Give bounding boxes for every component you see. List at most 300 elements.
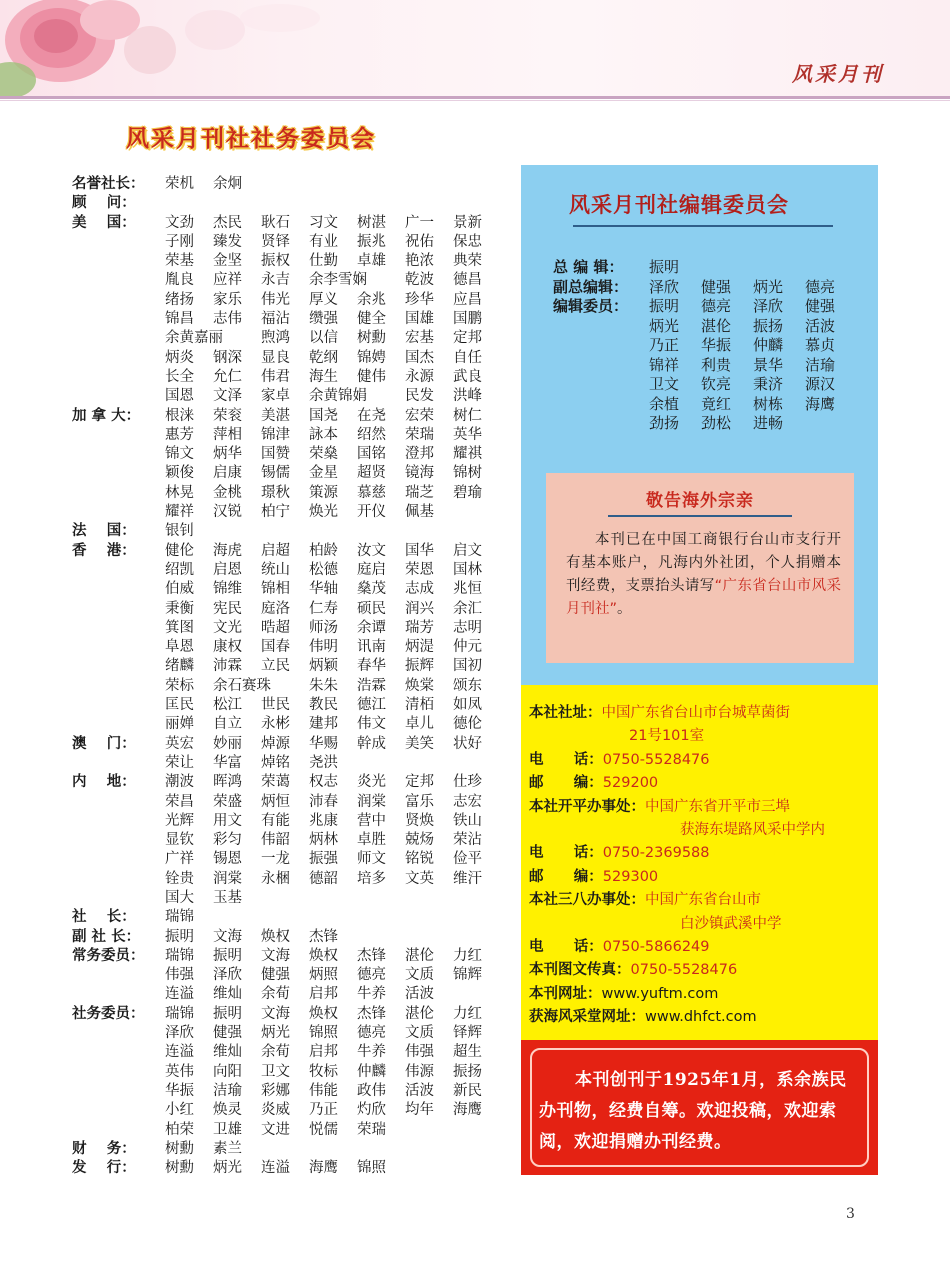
council-row (72, 194, 512, 213)
council-member-name: 启邦 (309, 1044, 338, 1061)
council-member-name: 庭启 (357, 561, 386, 578)
council-member-name: 柏宁 (261, 504, 290, 521)
council-member-name: 耿石 (261, 214, 290, 231)
website-link[interactable]: www.yuftm.com (601, 985, 719, 1002)
editorial-row-label: 副总编辑： (553, 277, 629, 296)
editorial-row-names (649, 258, 859, 278)
sanba-line-1: 中国广东省台山市 (645, 892, 761, 909)
council-member-name: 英华 (453, 426, 482, 443)
council-member-name: 国赞 (261, 446, 290, 463)
editorial-member-name: 余植 (649, 394, 680, 413)
council-member-name: 洁瑜 (213, 1082, 242, 1099)
council-member-name: 炳光 (213, 1160, 242, 1177)
notice-end: 。 (617, 601, 632, 617)
council-member-name: 超贤 (357, 465, 386, 482)
council-member-name: 文海 (213, 928, 242, 945)
council-member-name: 力红 (453, 947, 482, 964)
council-member-name: 炳照 (309, 967, 338, 984)
council-member-name: 树勳 (165, 1160, 194, 1177)
council-member-name: 国初 (453, 658, 482, 675)
council-member-name: 泽欣 (213, 967, 242, 984)
notice-title-underline (608, 515, 792, 517)
council-member-name: 英伟 (165, 1063, 194, 1080)
council-row-names (165, 735, 512, 774)
council-row-label: 内 地： (72, 774, 136, 791)
editorial-title: 风采月刊社编辑委员会 (569, 192, 789, 217)
council-member-name: 臻发 (213, 233, 242, 250)
council-member-name: 湛伦 (405, 947, 434, 964)
council-member-name: 伟韶 (261, 832, 290, 849)
editorial-member-name: 华振 (701, 336, 732, 354)
council-member-name: 健伦 (165, 542, 194, 559)
council-member-name: 绪扬 (165, 291, 194, 308)
masthead: 风采月刊 (792, 62, 884, 86)
council-member-name: 松江 (213, 697, 242, 714)
council-row-label: 常务委员： (72, 947, 145, 964)
council-member-name: 维汗 (453, 870, 482, 887)
editorial-row-names (649, 297, 859, 434)
council-member-name: 仕勤 (309, 253, 338, 270)
editorial-member-name: 振明 (649, 258, 680, 276)
council-member-name: 朱朱 (309, 677, 338, 694)
council-member-name: 炳颖 (309, 658, 338, 675)
council-member-name: 华赐 (309, 735, 338, 752)
council-row-label: 社务委员： (72, 1005, 145, 1022)
council-member-name: 均年 (405, 1102, 434, 1119)
council-member-name: 民发 (405, 388, 434, 405)
address-line-1: 中国广东省台山市台城草菌街 (601, 705, 790, 721)
council-member-name: 燊茂 (357, 581, 386, 598)
council-row-names (165, 214, 512, 407)
council-member-name: 连溢 (165, 1044, 194, 1061)
council-member-name: 卓胜 (357, 832, 386, 849)
council-row-label: 发 行： (72, 1160, 136, 1177)
council-member-name: 荣沾 (453, 832, 482, 849)
council-member-name: 兆恒 (453, 581, 482, 598)
editorial-member-name: 健强 (805, 297, 836, 315)
council-member-name: 厚义 (309, 291, 338, 308)
council-member-name: 卫文 (261, 1063, 290, 1080)
council-title: 风采月刊社社务委员会 (126, 125, 376, 152)
council-member-name: 箕图 (165, 619, 194, 636)
kaiping-line-1: 中国广东省开平市三埠 (645, 798, 790, 815)
council-member-name: 习文 (309, 214, 338, 231)
council-member-name: 荣机 (165, 176, 194, 192)
council-member-name: 彩匀 (213, 832, 242, 849)
council-member-name: 开仪 (357, 504, 386, 521)
council-member-name: 珍华 (405, 291, 434, 308)
council-member-name: 志明 (453, 619, 482, 636)
website-label: 本刊网址： (529, 985, 602, 1002)
council-member-name: 金星 (309, 465, 338, 482)
council-member-name: 松德 (309, 561, 338, 578)
council-row-names (165, 773, 512, 908)
council-member-name: 焕灵 (213, 1102, 242, 1119)
editorial-member-name: 活波 (805, 316, 836, 335)
council-member-name: 荣瑞 (405, 426, 434, 443)
council-member-name: 牧标 (309, 1063, 338, 1080)
council-member-name: 家乐 (213, 291, 242, 308)
council-member-name: 晖鸿 (213, 774, 242, 791)
council-member-name: 缵强 (309, 311, 338, 328)
council-member-name: 定邦 (405, 774, 434, 791)
council-member-name: 宏荣 (405, 407, 434, 424)
editorial-row (553, 297, 859, 434)
council-member-name: 柏龄 (309, 542, 338, 559)
council-member-name: 活波 (405, 1082, 434, 1099)
council-member-name: 润棠 (357, 793, 386, 810)
editorial-member-name: 乃正 (649, 336, 680, 354)
council-member-name: 文质 (405, 1025, 434, 1042)
council-row (72, 928, 512, 947)
council-member-name: 启恩 (213, 561, 242, 578)
council-member-name: 惠芳 (165, 426, 194, 443)
council-member-name: 允仁 (213, 368, 242, 385)
editorial-member-name: 湛伦 (701, 316, 732, 335)
address-line-2: 21号101室 (629, 728, 705, 745)
editorial-member-name: 卫文 (649, 375, 680, 393)
council-member-name: 瑞锦 (165, 909, 194, 926)
phone-value: 0750-5528476 (602, 751, 710, 768)
editorial-member-name: 炳光 (753, 277, 784, 296)
council-member-name: 硕民 (357, 600, 386, 617)
council-member-name: 德江 (357, 697, 386, 714)
council-member-name: 立民 (261, 658, 290, 675)
council-member-name: 俭平 (453, 851, 482, 868)
council-member-name: 在尧 (357, 407, 386, 424)
council-row (72, 1159, 512, 1178)
council-member-name: 仲元 (453, 639, 482, 656)
council-row (72, 175, 512, 194)
council-member-name: 锦树 (453, 465, 482, 482)
council-member-name: 志宏 (453, 793, 482, 810)
council-row-label: 法 国： (72, 523, 136, 540)
council-member-name: 永吉 (261, 272, 290, 289)
council-member-name: 炎光 (357, 774, 386, 791)
council-member-name: 振明 (213, 947, 242, 964)
council-member-name: 新民 (453, 1082, 482, 1099)
header-divider-thin (0, 100, 950, 101)
notice-body (566, 529, 841, 621)
council-member-name: 统山 (261, 561, 290, 578)
notice-payee: “广东省台山市风采月刊社” (566, 578, 842, 617)
council-member-name: 伯威 (165, 581, 194, 598)
council-member-name: 贤铎 (261, 233, 290, 250)
council-member-name: 启康 (213, 465, 242, 482)
council-member-name: 有能 (261, 812, 290, 829)
council-member-name: 炳华 (213, 446, 242, 463)
sanba-label: 本社三八办事处： (529, 892, 645, 909)
council-member-name: 绍凯 (165, 561, 194, 578)
council-member-name: 林晃 (165, 484, 194, 501)
council-member-name: 永梱 (261, 870, 290, 887)
council-member-name: 英宏 (165, 735, 194, 752)
council-member-name: 炳林 (309, 832, 338, 849)
council-member-name: 耀祺 (453, 446, 482, 463)
editorial-member-name: 振扬 (753, 316, 784, 335)
council-row-names (165, 522, 512, 541)
council-member-name: 建邦 (309, 716, 338, 733)
council-member-name: 焕光 (309, 504, 338, 521)
council-member-name: 树湛 (357, 214, 386, 231)
council-member-name: 德亮 (357, 967, 386, 984)
council-member-name: 余黄锦娟 (309, 388, 367, 405)
editorial-panel (521, 165, 878, 685)
council-member-name: 国杰 (405, 349, 434, 366)
page-number: 3 (846, 1206, 855, 1222)
council-member-name: 文质 (405, 967, 434, 984)
editorial-member-name: 泽欣 (649, 277, 680, 296)
council-member-name: 教民 (309, 697, 338, 714)
editorial-member-name: 竟红 (701, 394, 732, 413)
council-member-name: 自任 (453, 349, 482, 366)
website2-link[interactable]: www.dhfct.com (645, 1009, 757, 1026)
council-member-name: 荣让 (165, 754, 194, 771)
council-member-name: 文海 (261, 1005, 290, 1022)
editorial-row (553, 258, 859, 278)
council-member-name: 妙丽 (213, 735, 242, 752)
council-member-name: 炳炎 (165, 349, 194, 366)
council-member-name: 灼欣 (357, 1102, 386, 1119)
council-member-name: 权志 (309, 774, 338, 791)
council-member-name: 如凤 (453, 697, 482, 714)
editorial-row (553, 278, 859, 298)
council-member-name: 颂东 (453, 677, 482, 694)
council-member-name: 健伟 (357, 368, 386, 385)
council-row-label: 名誉社长： (72, 176, 145, 192)
council-member-name: 余荀 (261, 1044, 290, 1061)
editorial-member-name: 德亮 (701, 297, 732, 315)
council-member-name: 广一 (405, 214, 434, 231)
council-member-name: 丽婵 (165, 716, 194, 733)
council-member-name: 晧超 (261, 619, 290, 636)
council-member-name: 杰锋 (309, 928, 338, 945)
council-member-name: 光辉 (165, 812, 194, 829)
council-member-name: 超生 (453, 1044, 482, 1061)
council-member-name: 国大 (165, 889, 194, 906)
editorial-member-name: 德亮 (805, 277, 836, 296)
council-member-name: 荣标 (165, 677, 194, 694)
council-member-name: 富乐 (405, 793, 434, 810)
website2-label: 获海风采堂网址： (529, 1009, 645, 1026)
council-member-name: 永彬 (261, 716, 290, 733)
council-member-name: 国铭 (357, 446, 386, 463)
council-member-name: 德亮 (357, 1025, 386, 1042)
council-member-name: 锦相 (261, 581, 290, 598)
council-member-name: 锦照 (309, 1025, 338, 1042)
council-member-name: 国鹏 (453, 311, 482, 328)
council-member-name: 海鹰 (453, 1102, 482, 1119)
council-member-name: 文进 (261, 1121, 290, 1138)
council-member-name: 营中 (357, 812, 386, 829)
council-member-name: 连溢 (165, 986, 194, 1003)
council-member-name: 福沾 (261, 311, 290, 328)
editorial-row-label: 总 编 辑： (553, 258, 624, 276)
council-member-name: 瑞锦 (165, 947, 194, 964)
council-row-names (165, 175, 512, 194)
council-member-name: 尧洪 (309, 754, 338, 771)
council-member-name: 状好 (453, 735, 482, 752)
council-member-name: 牛养 (357, 986, 386, 1003)
council-member-name: 力红 (453, 1005, 482, 1022)
council-member-name: 悦儒 (309, 1121, 338, 1138)
council-row (72, 522, 512, 541)
council-member-name: 汝文 (357, 542, 386, 559)
council-member-name: 文英 (405, 870, 434, 887)
council-row-names (165, 908, 512, 927)
council-member-name: 绍然 (357, 426, 386, 443)
council-member-name: 培多 (357, 870, 386, 887)
council-member-name: 仕珍 (453, 774, 482, 791)
council-member-name: 德昌 (453, 272, 482, 289)
council-member-name: 国春 (261, 639, 290, 656)
fax-label: 本刊图文传真： (529, 962, 631, 979)
council-member-name: 乾纲 (309, 349, 338, 366)
council-row-label: 顾 问： (72, 195, 136, 212)
council-member-name: 志伟 (213, 311, 242, 328)
council-member-name: 宏基 (405, 330, 434, 347)
council-member-name: 志成 (405, 581, 434, 598)
council-member-name: 余汇 (453, 600, 482, 617)
council-member-name: 连溢 (261, 1160, 290, 1177)
kaiping-post-label: 邮 编： (529, 868, 603, 885)
council-member-name: 荣瑞 (357, 1121, 386, 1138)
council-member-name: 乾波 (405, 272, 434, 289)
council-row (72, 1005, 512, 1140)
council-member-name: 炎威 (261, 1102, 290, 1119)
notice-text: 本刊已在中国工商银行台山市支行开有基本账户，凡海内外社团，个人捐赠本刊经费，支票抬头请写 (566, 532, 841, 594)
council-row-label: 美 国： (72, 214, 136, 231)
council-member-name: 银钊 (165, 523, 194, 540)
council-member-name: 煦鸿 (261, 330, 290, 347)
editorial-row-names (649, 278, 859, 298)
council-row-names (165, 542, 512, 735)
kaiping-phone-value: 0750-2369588 (602, 845, 710, 862)
council-member-name: 洪峰 (453, 388, 482, 405)
council-member-name: 活波 (405, 986, 434, 1003)
council-row-names (165, 194, 512, 213)
sanba-line-2: 白沙镇武溪中学 (680, 915, 782, 932)
council-member-name: 佩基 (405, 504, 434, 521)
council-member-name: 瑞芳 (405, 619, 434, 636)
council-member-name: 小红 (165, 1102, 194, 1119)
editorial-row-label: 编辑委员： (553, 297, 629, 315)
council-member-name: 启文 (453, 542, 482, 559)
council-member-name: 伟文 (357, 716, 386, 733)
council-member-name: 汉锐 (213, 504, 242, 521)
council-member-name: 兢炀 (405, 832, 434, 849)
council-member-name: 荣燊 (309, 446, 338, 463)
council-member-name: 文光 (213, 619, 242, 636)
council-member-name: 湛伦 (405, 1005, 434, 1022)
council-member-name: 余荀 (261, 986, 290, 1003)
council-member-name: 讯南 (357, 639, 386, 656)
sanba-phone-label: 电 话： (529, 939, 603, 956)
council-member-name: 一龙 (261, 851, 290, 868)
council-member-name: 启邦 (309, 986, 338, 1003)
council-member-name: 绪麟 (165, 658, 194, 675)
council-member-name: 镜海 (405, 465, 434, 482)
council-member-name: 彩娜 (261, 1082, 290, 1099)
council-member-name: 余李雪娴 (309, 272, 367, 289)
council-member-name: 詠本 (309, 426, 338, 443)
council-member-name: 润兴 (405, 600, 434, 617)
council-member-name: 焕权 (309, 1005, 338, 1022)
council-member-name: 华轴 (309, 581, 338, 598)
council-member-name: 显良 (261, 349, 290, 366)
council-member-name: 维灿 (213, 1044, 242, 1061)
council-member-name: 兆康 (309, 812, 338, 829)
council-member-name: 秉衡 (165, 600, 194, 617)
council-member-name: 树勳 (165, 1140, 194, 1157)
editorial-member-name: 树栋 (753, 394, 784, 413)
council-member-name: 世民 (261, 697, 290, 714)
council-member-name: 伟能 (309, 1082, 338, 1099)
council-member-name: 振明 (213, 1005, 242, 1022)
council-member-name: 有业 (309, 233, 338, 250)
editorial-roster (553, 258, 859, 434)
council-member-name: 卓雄 (357, 253, 386, 270)
council-member-name: 德韶 (309, 870, 338, 887)
council-member-name: 匡民 (165, 697, 194, 714)
contact-info (529, 702, 874, 1030)
council-row-label: 澳 门： (72, 735, 136, 752)
council-member-name: 伟君 (261, 368, 290, 385)
council-member-name: 振明 (165, 928, 194, 945)
sanba-phone-value: 0750-5866249 (602, 939, 710, 956)
council-member-name: 伟强 (405, 1044, 434, 1061)
council-member-name: 锡儒 (261, 465, 290, 482)
council-row-names (165, 1005, 512, 1140)
editorial-member-name: 仲麟 (753, 336, 784, 354)
council-member-name: 保忠 (453, 233, 482, 250)
editorial-member-name: 景华 (753, 355, 784, 374)
council-member-name: 慕慈 (357, 484, 386, 501)
council-member-name: 德伦 (453, 716, 482, 733)
kaiping-phone-label: 电 话： (529, 845, 603, 862)
council-member-name: 焕棠 (405, 677, 434, 694)
council-member-name: 伟光 (261, 291, 290, 308)
council-member-name: 振权 (261, 253, 290, 270)
council-member-name: 庭洛 (261, 600, 290, 617)
council-member-name: 国林 (453, 561, 482, 578)
council-member-name: 清栢 (405, 697, 434, 714)
editorial-member-name: 锦祥 (649, 355, 680, 374)
council-member-name: 金桃 (213, 484, 242, 501)
council-row (72, 735, 512, 774)
council-member-name: 武良 (453, 368, 482, 385)
council-member-name: 春华 (357, 658, 386, 675)
council-member-name: 余黄嘉丽 (165, 330, 223, 347)
council-member-name: 用文 (213, 812, 242, 829)
council-row-label: 香 港： (72, 542, 136, 559)
council-member-name: 师文 (357, 851, 386, 868)
council-member-name: 萍相 (213, 426, 242, 443)
council-member-name: 长全 (165, 368, 194, 385)
council-row-names (165, 947, 512, 1005)
council-row (72, 542, 512, 735)
council-member-name: 荣恩 (405, 561, 434, 578)
council-member-name: 荣衮 (213, 407, 242, 424)
council-member-name: 以信 (309, 330, 338, 347)
council-member-name: 祝佑 (405, 233, 434, 250)
council-member-name: 余炯 (213, 176, 242, 192)
council-member-name: 杰锋 (357, 1005, 386, 1022)
council-member-name: 美湛 (261, 407, 290, 424)
council-member-name: 国尧 (309, 407, 338, 424)
council-row (72, 947, 512, 1005)
council-member-name: 国恩 (165, 388, 194, 405)
